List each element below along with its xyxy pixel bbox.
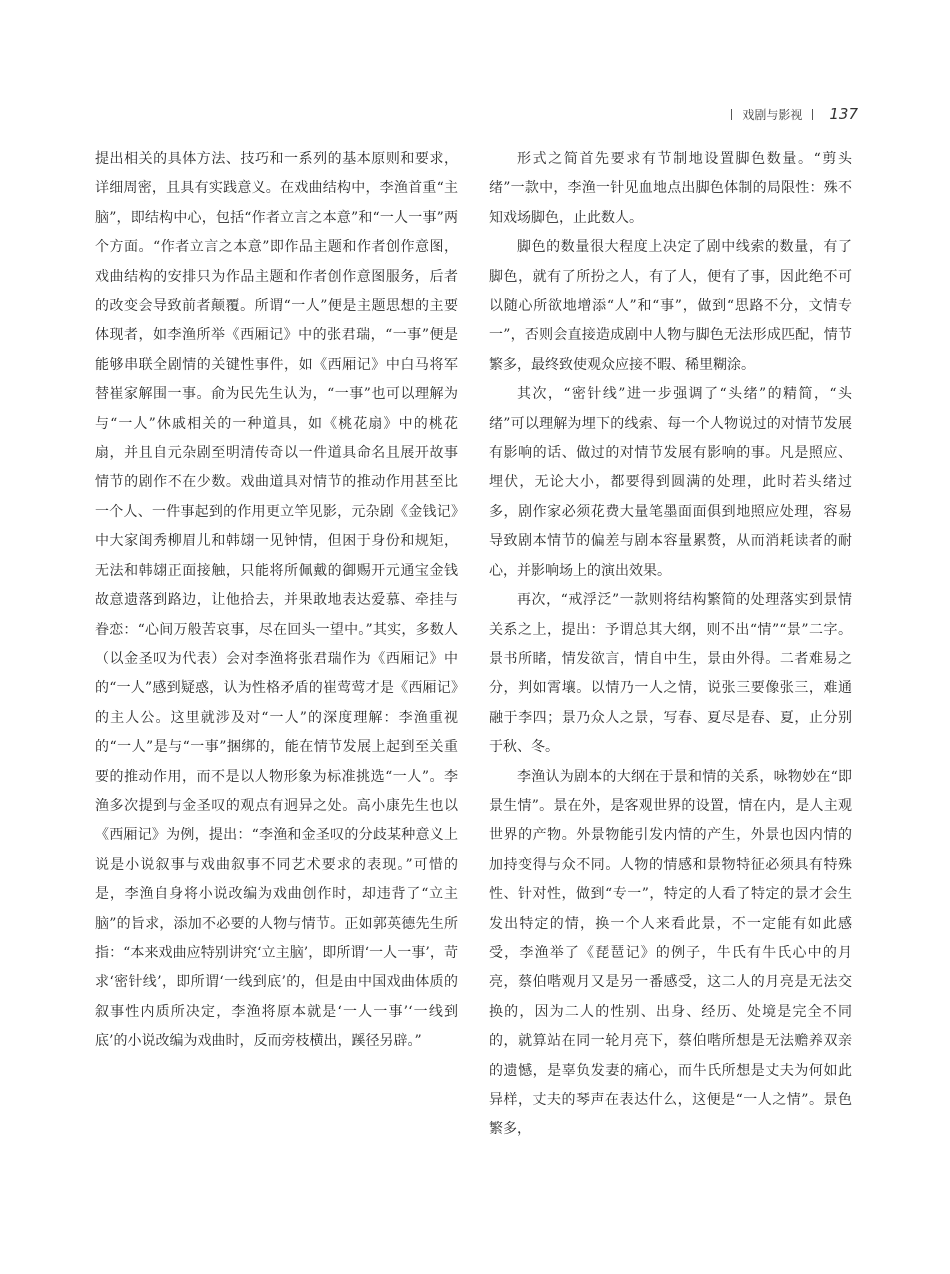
header-divider-left — [731, 109, 732, 120]
left-paragraph-1: 提出相关的具体方法、技巧和一系列的基本原则和要求，详细周密，且具有实践意义。在戏曲结构中，李渔首重“主脑”，即结构中心，包括“作者立言之本意”和“一人一事”两个方面。“作者立言之本意”即作品主题和作者创作意图，戏曲结构的安排只为作品主题和作者创作意图服务，后者的改变会导致前者颠覆。所谓“一人”便是主题思想的主要体现者，如李渔所举《西厢记》中的张君瑞，“一事”便是能够串联全剧情的关键性事件，如《西厢记》中白马将军替崔家解围一事。俞为民先生认为，“一事”也可以理解为与“一人”休戚相关的一种道具，如《桃花扇》中的桃花扇，并且自元杂剧至明清传奇以一件道具命名且展开故事情节的剧作不在少数。戏曲道具对情节的推动作用甚至比一个人、一件事起到的作用更立竿见影，元杂剧《金钱记》中大家闺秀柳眉儿和韩翃一见钟情，但困于身份和规矩，无法和韩翃正面接触，只能将所佩戴的御赐开元通宝金钱故意遗落到路边，让他拾去，并果敢地表达爱慕、牵挂与眷恋：“心间万般苦哀事，尽在回头一望中。”其实，多数人（以金圣叹为代表）会对李渔将张君瑞作为《西厢记》中的“一人”感到疑惑，认为性格矛盾的崔莺莺才是《西厢记》的主人公。这里就涉及对“一人”的深度理解：李渔重视的“一人”是与“一事”捆绑的，能在情节发展上起到至关重要的推动作用，而不是以人物形象为标准挑选“一人”。李渔多次提到与金圣叹的观点有迥异之处。高小康先生也以《西厢记》为例，提出：“李渔和金圣叹的分歧某种意义上说是小说叙事与戏曲叙事不同艺术要求的表现。”可惜的是，李渔自身将小说改编为戏曲创作时，却违背了“立主脑”的旨求，添加不必要的人物与情节。正如郭英德先生所指：“本来戏曲应特别讲究‘立主脑’，即所谓‘一人一事’，苛求‘密针线’，即所谓‘一线到底’的，但是由中国戏曲体质的叙事性内质所决定，李渔将原本就是‘一人一事’‘一线到底’的小说改编为戏曲时，反而旁枝横出，蹊径另辟。” — [95, 151, 458, 1050]
section-title: 戏剧与影视 — [742, 107, 803, 122]
header-divider-right — [812, 109, 813, 120]
right-column — [489, 145, 852, 1145]
right-paragraph-3: 其次，“密针线”进一步强调了“头绪”的精简，“头绪”可以理解为埋下的线索、每一个人物说过的对情节发展有影响的话、做过的对情节发展有影响的事。凡是照应、埋伏，无论大小，都要得到圆满的处理，此时若头绪过多，剧作家必须花费大量笔墨面面俱到地照应处理，容易导致剧本情节的偏差与剧本容量累赘，从而消耗读者的耐心，并影响场上的演出效果。 — [489, 386, 852, 579]
right-paragraph-5: 李渔认为剧本的大纲在于景和情的关系，咏物妙在“即景生情”。景在外，是客观世界的设置，情在内，是人主观世界的产物。外景物能引发内情的产生，外景也因内情的加持变得与众不同。人物的情感和景物特征必须具有特殊性、针对性，做到“专一”，特定的人看了特定的景才会生发出特定的情，换一个人来看此景，不一定能有如此感受，李渔举了《琵琶记》的例子，牛氏有牛氏心中的月亮，蔡伯喈观月又是另一番感受，这二人的月亮是无法交换的，因为二人的性别、出身、经历、处境是完全不同的，就算站在同一轮月亮下，蔡伯喈所想是无法赡养双亲的遗憾，是辜负发妻的痛心，而牛氏所想是丈夫为何如此异样，丈夫的琴声在表达什么，这便是“一人之情”。景色繁多， — [489, 768, 852, 1138]
right-paragraph-2: 脚色的数量很大程度上决定了剧中线索的数量，有了脚色，就有了所扮之人，有了人，便有了事，因此绝不可以随心所欲地增添“人”和“事”，做到“思路不分，文情专一”，否则会直接造成剧中人物与脚色无法形成匹配，情节繁多，最终致使观众应接不暇、稀里糊涂。 — [489, 239, 852, 373]
left-column — [95, 145, 458, 1057]
right-paragraph-1: 形式之简首先要求有节制地设置脚色数量。“剪头绪”一款中，李渔一针见血地点出脚色体制的局限性：殊不知戏场脚色，止此数人。 — [489, 151, 852, 226]
running-header — [731, 103, 858, 125]
right-paragraph-4: 再次，“戒浮泛”一款则将结构繁简的处理落实到景情关系之上，提出：予谓总其大纲，则不出“情”“景”二字。景书所睹，情发欲言，情自中生，景由外得。二者难易之分，判如霄壤。以情乃一人之情，说张三要像张三，难通融于李四；景乃众人之景，写春、夏尽是春、夏，止分别于秋、冬。 — [489, 592, 852, 756]
page-number: 137 — [829, 105, 858, 123]
